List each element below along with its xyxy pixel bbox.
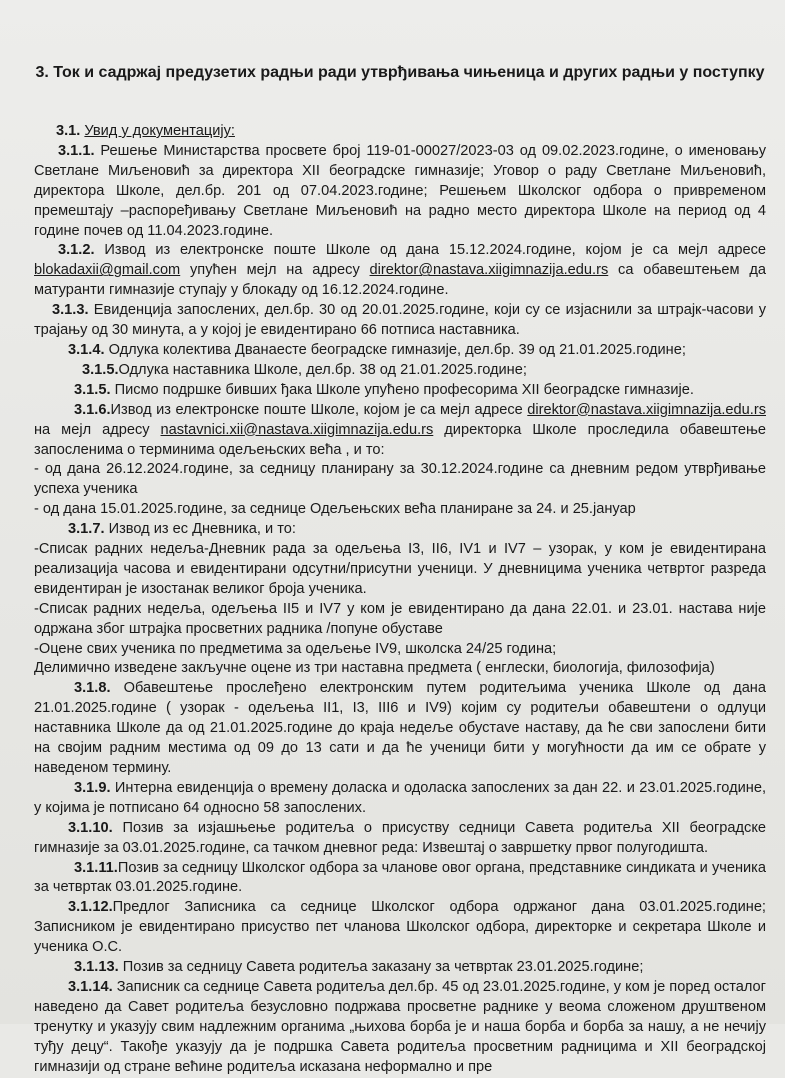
subsection-heading <box>34 122 766 142</box>
paragraph-3-1-7-list1: -Списак радних недеља-Дневник рада за одељења I3, II6, IV1 и IV7 – узорак, у ком је евидентирана реализација часова и евидентирани одсутни/присутни ученици. У дневницима ученика четвртог разреда евидентиран је изостанак великог броја ученика. <box>34 541 766 597</box>
item-text: Извод из електронске поште Школе, којом је са мејл адресе <box>110 401 523 418</box>
item-text: Позив за седницу Савета родитеља заказану за четвртак 23.01.2025.године; <box>122 959 644 976</box>
item-number: 3.1.3. <box>52 302 89 319</box>
item-number: 3.1.13. <box>74 959 119 976</box>
paragraph-3-1-4 <box>34 341 766 361</box>
paragraph-3-1-7 <box>34 520 766 540</box>
item-text: Обавештење прослеђено електронским путем родитељима ученика Школе од дана 21.01.2025.године ( узорак - одељења II1, I3, III6 и IV9) којим су родитељи обавештени о одлуци наставника Школе да од 21.01.2025.године до краја недеље обустave наставу, да ће сви запослени бити на својим радним местима од 09 до 13 сати и да ће ученици бити у могућности да им се обрате у наведеном термину. <box>34 680 766 776</box>
email-link[interactable]: direktor@nastava.xiigimnazija.edu.rs <box>527 401 766 418</box>
item-number: 3.1.14. <box>68 978 113 995</box>
item-text: Интерна евиденција о времену доласка и одоласка запослених за дан 22. и 23.01.2025.године, у којима је потписано 64 односно 58 запослених. <box>34 779 766 816</box>
item-number: 3.1.1. <box>58 142 95 159</box>
email-link[interactable]: blokadaxii@gmail.com <box>34 262 181 279</box>
item-number: 3.1.10. <box>68 819 113 836</box>
item-text: Предлог Записника са седнице Школског одбора одржаног дана 03.01.2025.године; Записником је евидентирано присуство пет чланова Школског одбора, директорке и секретара Школе и ученика О.С. <box>34 899 766 956</box>
paragraph-3-1-3 <box>34 301 766 341</box>
subsection-title: Увид у документацију: <box>84 123 235 139</box>
paragraph-3-1-7-list2: -Списак радних недеља, одељења II5 и IV7 у ком је евидентирано да дана 22.01. и 23.01. настава није одржана због штрајка просветних радника /попуне обуставе <box>34 600 766 637</box>
item-text: Решење Министарства просвете број 119-01-00027/2023-03 од 09.02.2023.године, о именовању Светлане Миљеновић за директора XII београдске гимназије; Уговор о раду Светлане Миљеновић, директора Школе, дел.бр. 201 од 07.04.2023.године; Решењем Школског одбора о привременом премештају –распоређивању Светлане Миљеновић на радно место директора Школе на период од 4 године почев од 11.04.2023.године. <box>34 142 766 239</box>
item-text: упућен мејл на адресу <box>180 262 370 279</box>
item-text: Позив за изјашњење родитеља о присуству седници Савета родитеља XII београдске гимназије за 03.01.2025.године, са тачком дневног реда: Извештај о завршетку првог полугодишта. <box>34 819 766 856</box>
item-text: Одлука колектива Дванаесте београдске гимназије, дел.бр. 39 од 21.01.2025.године; <box>108 341 686 358</box>
item-text: на мејл адресу <box>34 421 161 438</box>
paragraph-3-1-11 <box>34 859 766 899</box>
item-number: 3.1.9. <box>74 779 111 796</box>
item-number: 3.1.5. <box>82 361 119 378</box>
paragraph-3-1-6-date1: - од дана 26.12.2024.године, за седницу планирану за 30.12.2024.године са дневним редом утврђивање успеха ученика <box>34 461 766 498</box>
item-text: Извод из ес Дневника, и то: <box>108 521 296 538</box>
paragraph-3-1-2 <box>34 241 766 301</box>
item-number: 3.1.11. <box>74 859 118 876</box>
item-number: 3.1.4. <box>68 341 105 358</box>
paragraph-3-1-14 <box>34 978 766 1078</box>
item-text: Евиденција запослених, дел.бр. 30 од 20.01.2025.године, који су се изјаснили за штрајк-часови у трајању од 30 минута, а у којој је евидентирано 66 потписа наставника. <box>34 302 766 339</box>
paragraph-3-1-8 <box>34 679 766 779</box>
item-number: 3.1.7. <box>68 521 105 538</box>
subsection-number: 3.1. <box>56 123 81 139</box>
item-number: 3.1.5. <box>74 381 111 398</box>
paragraph-3-1-7-list4: Делимично изведене закључне оцене из три наставна предмета ( енглески, биологија, филозофија) <box>34 660 715 677</box>
paragraph-3-1-12 <box>34 898 766 958</box>
section-heading: 3. Ток и садржај предузетих радњи ради утврђивања чињеница и других радњи у поступку <box>35 64 765 81</box>
paragraph-3-1-7-list3: -Оцене свих ученика по предметима за одељење IV9, школска 24/25 година; <box>34 640 557 657</box>
paragraph-3-1-13 <box>34 958 766 978</box>
paragraph-3-1-1 <box>34 142 766 242</box>
email-link[interactable]: nastavnici.xii@nastava.xiigimnazija.edu.rs <box>160 421 434 438</box>
paragraph-3-1-5-b <box>34 381 766 401</box>
paragraph-3-1-6-date2: - од дана 15.01.2025.године, за седнице Одељењских већа планиране за 24. и 25.јануар <box>34 501 636 518</box>
item-number: 3.1.8. <box>74 680 111 697</box>
item-text: Записник са седнице Савета родитеља дел.бр. 45 од 23.01.2025.године, у ком је поред осталог наведено да Савет родитеља безусловно подржава просветне раднике у веома сложеном друштвеном тренутку и указују свим надлежним органима „њихова борба је и наша борба и борба за нашу, а не нечију туђу децу“. Такође указују да је подршка Савета родитеља просветним радницима и XII београдској гимназији од стране већине родитеља исказана неформално и пре <box>34 978 766 1075</box>
paragraph-3-1-6 <box>34 401 766 461</box>
paragraph-3-1-5 <box>34 361 766 381</box>
item-number: 3.1.12. <box>68 899 113 916</box>
document-body <box>34 62 766 1078</box>
item-number: 3.1.2. <box>58 242 95 259</box>
paragraph-3-1-10 <box>34 819 766 859</box>
email-link[interactable]: direktor@nastava.xiigimnazija.edu.rs <box>369 262 609 279</box>
item-text: Извод из електронске поште Школе од дана 15.12.2024.године, којом је са мејл адресе <box>104 242 766 259</box>
item-text: Позив за седницу Школског одбора за чланове овог органа, представнике синдиката и ученика за четвртак 03.01.2025.године. <box>34 859 766 896</box>
item-text: са обавештењем да матуранти гимназије ступају у блокаду од 16.12.2024.године. <box>34 262 766 299</box>
item-text: Одлука наставника Школе, дел.бр. 38 од 21.01.2025.године; <box>118 361 527 378</box>
item-text: Писмо подршке бивших ђака Школе упућено професорима XII београдске гимназије. <box>114 381 694 398</box>
item-number: 3.1.6. <box>74 401 111 418</box>
paragraph-3-1-9 <box>34 779 766 819</box>
item-text: директорка Школе проследила обавештење запосленима о терминима одељењских већа , и то: <box>34 421 766 458</box>
